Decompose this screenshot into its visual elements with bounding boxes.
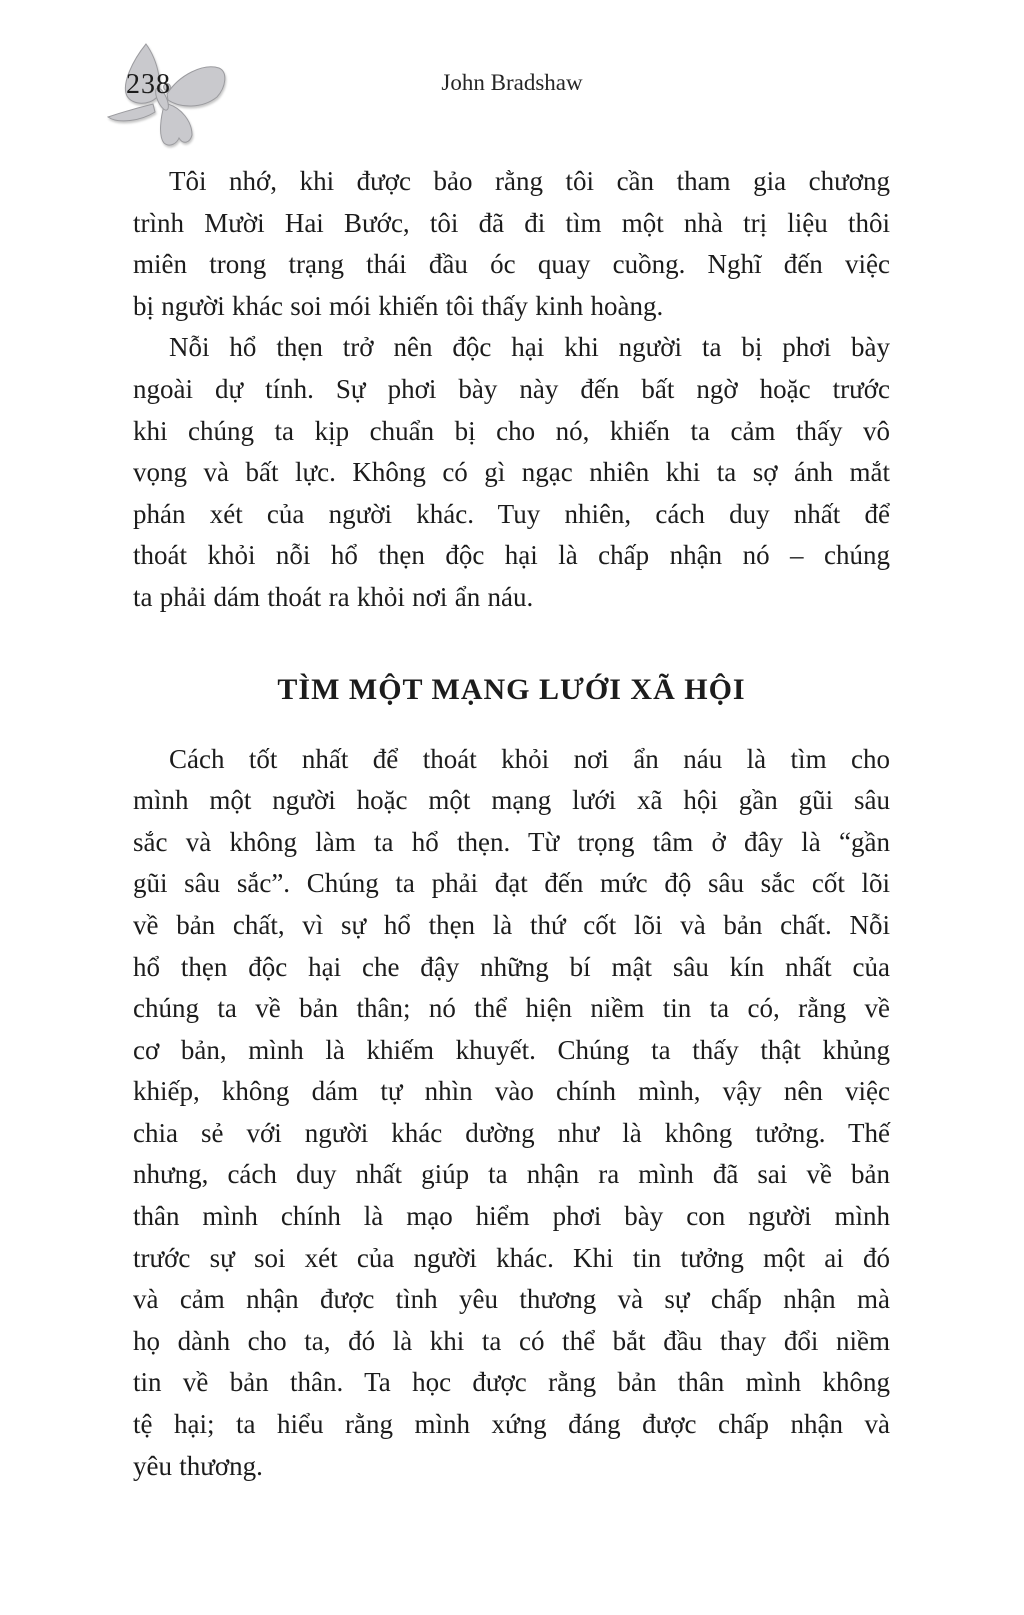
text-line: thoát khỏi nỗi hổ thẹn độc hại là chấp nhận nó – chúng bbox=[133, 540, 890, 571]
paragraph bbox=[133, 161, 890, 327]
text-line: khiếp, không dám tự nhìn vào chính mình, vậy nên việc bbox=[133, 1076, 890, 1107]
page-number: 238 bbox=[126, 69, 171, 100]
text-line: phán xét của người khác. Tuy nhiên, cách duy nhất để bbox=[133, 498, 890, 529]
text-line: ngoài dự tính. Sự phơi bày này đến bất ngờ hoặc trước bbox=[133, 373, 890, 404]
text-line: tệ hại; ta hiểu rằng mình xứng đáng được chấp nhận và bbox=[133, 1409, 890, 1440]
text-line: ta phải dám thoát ra khỏi nơi ẩn náu. bbox=[133, 581, 534, 612]
paragraph bbox=[133, 327, 890, 618]
text-line: khi chúng ta kịp chuẩn bị cho nó, khiến ta cảm thấy vô bbox=[133, 415, 890, 446]
text-line: về bản chất, vì sự hổ thẹn là thứ cốt lõi và bản chất. Nỗi bbox=[133, 909, 890, 940]
text-line: thân mình chính là mạo hiểm phơi bày con người mình bbox=[133, 1201, 890, 1232]
text-line: cơ bản, mình là khiếm khuyết. Chúng ta thấy thật khủng bbox=[133, 1034, 890, 1065]
text-line: họ dành cho ta, đó là khi ta có thể bắt đầu thay đổi niềm bbox=[133, 1325, 890, 1356]
page-content bbox=[133, 161, 890, 1487]
text-line: gũi sâu sắc”. Chúng ta phải đạt đến mức độ sâu sắc cốt lõi bbox=[133, 868, 890, 899]
running-header: John Bradshaw bbox=[441, 70, 583, 95]
text-line: Cách tốt nhất để thoát khỏi nơi ẩn náu là tìm cho bbox=[169, 743, 890, 774]
text-line: Tôi nhớ, khi được bảo rằng tôi cần tham gia chương bbox=[169, 166, 890, 196]
text-line: hổ thẹn độc hại che đậy những bí mật sâu kín nhất của bbox=[133, 951, 890, 982]
text-line: trình Mười Hai Bước, tôi đã đi tìm một nhà trị liệu thôi bbox=[133, 207, 890, 238]
text-line: bị người khác soi mói khiến tôi thấy kinh hoàng. bbox=[133, 290, 664, 321]
section-heading: TÌM MỘT MẠNG LƯỚI XÃ HỘI bbox=[277, 672, 746, 706]
text-line: chúng ta về bản thân; nó thể hiện niềm tin ta có, rằng về bbox=[133, 993, 890, 1024]
text-line: miên trong trạng thái đầu óc quay cuồng. Nghĩ đến việc bbox=[133, 249, 890, 280]
text-line: chia sẻ với người khác dường như là không tưởng. Thế bbox=[133, 1117, 890, 1148]
text-line: yêu thương. bbox=[133, 1450, 263, 1481]
text-line: vọng và bất lực. Không có gì ngạc nhiên khi ta sợ ánh mắt bbox=[133, 457, 890, 488]
text-line: mình một người hoặc một mạng lưới xã hội gần gũi sâu bbox=[133, 785, 890, 816]
text-line: và cảm nhận được tình yêu thương và sự chấp nhận mà bbox=[133, 1284, 890, 1315]
text-line: Nỗi hổ thẹn trở nên độc hại khi người ta bị phơi bày bbox=[169, 332, 890, 363]
text-line: sắc và không làm ta hổ thẹn. Từ trọng tâm ở đây là “gần bbox=[133, 826, 890, 857]
paragraph bbox=[133, 739, 890, 1488]
text-line: tin về bản thân. Ta học được rằng bản thân mình không bbox=[133, 1367, 890, 1398]
text-line: nhưng, cách duy nhất giúp ta nhận ra mình đã sai về bản bbox=[133, 1159, 890, 1190]
text-line: trước sự soi xét của người khác. Khi tin tưởng một ai đó bbox=[133, 1242, 890, 1273]
